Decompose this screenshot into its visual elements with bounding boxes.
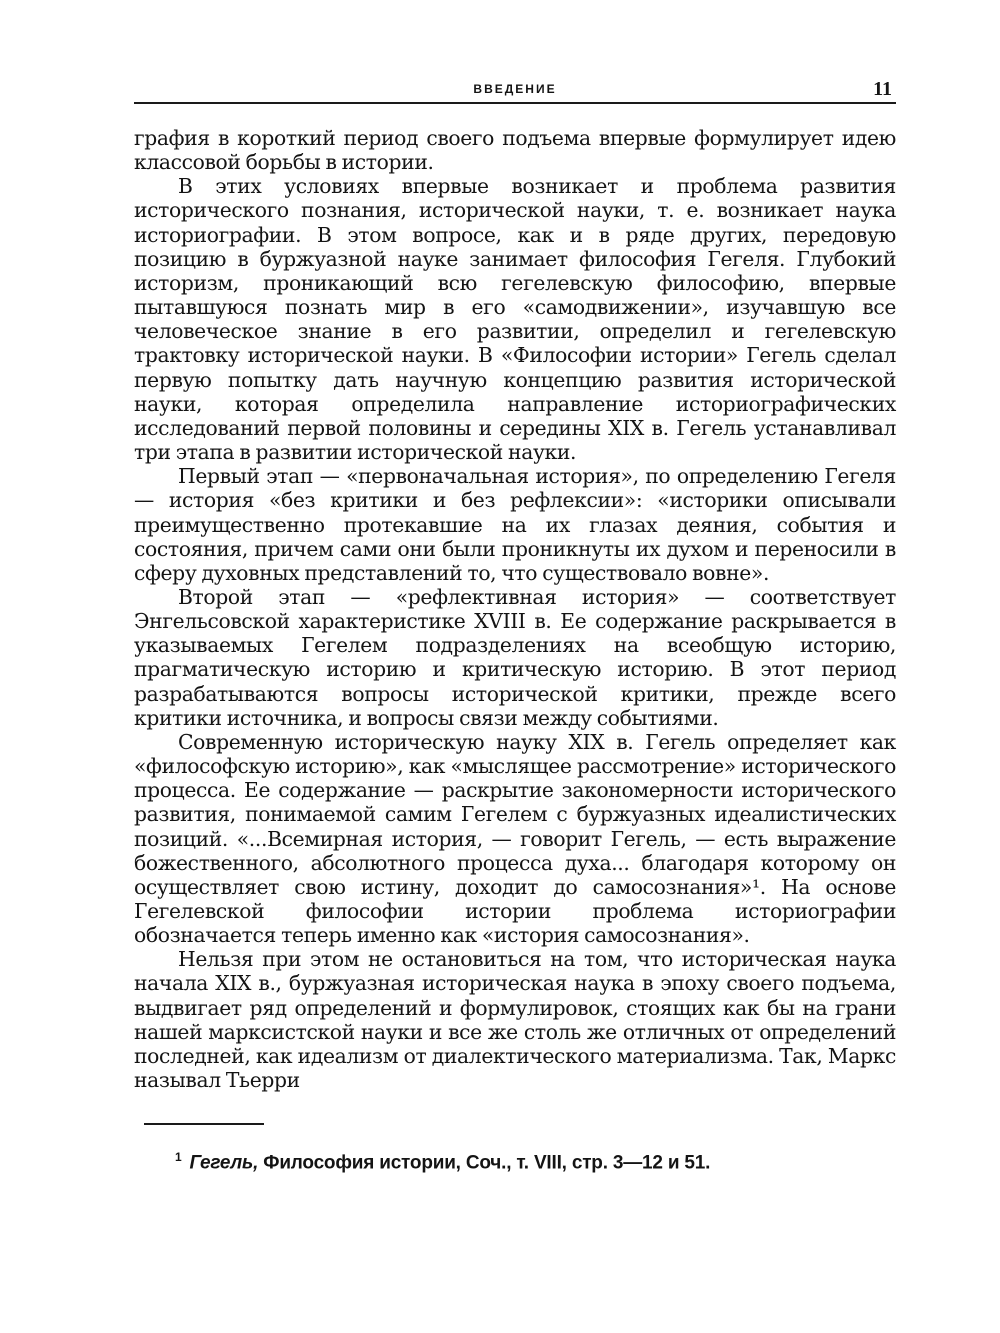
footnote: [175, 1150, 896, 1174]
paragraph-nineteenth-century: Нельзя при этом не остановиться на том, что историческая наука начала XIX в., буржуазная историческая наука в эпоху своего подъема, выдвигает ряд определений и формулировок, стоящих как бы на грани нашей марксистской науки и все же столь же отличных от определений последней, как идеализм от диалектического материализма. Так, Маркс называл Тьерри: [134, 947, 896, 1093]
header-rule: [134, 102, 896, 104]
footnote-rule: [144, 1123, 264, 1125]
footnote-marker: 1: [175, 1150, 182, 1165]
paragraph-modern-science: Современную историческую науку XIX в. Гегель определяет как «философскую историю», как «мыслящее рассмотрение» исторического процесса. Ее содержание — раскрытие закономерности исторического развития, понимаемой самим Гегелем с буржуазных идеалистических позиций. «...Всемирная история, — говорит Гегель, — есть выражение божественного, абсолютного процесса духа... благодаря которому он осуществляет свою истину, доходит до самосознания»¹. На основе Гегелевской философии истории проблема историографии обозначается теперь именно как «история самосознания».: [134, 729, 896, 948]
paragraph-first-stage: Первый этап — «первоначальная история», по определению Гегеля — история «без критики и без рефлексии»: «историки описывали преимущественно протекавшие на их глазах деяния, события и состояния, причем сами они были проникнуты их духом и переносили в сферу духовных представлений то, что существовало вовне».: [134, 464, 896, 585]
page-header: [134, 78, 896, 102]
footnote-author: Гегель,: [189, 1152, 259, 1174]
book-page: [134, 78, 896, 1175]
paragraph-historiography: В этих условиях впервые возникает и проблема развития исторического познания, исторической науки, т. е. возникает наука историографии. В этом вопросе, как и в ряде других, передовую позицию в буржуазной науке занимает философия Гегеля. Глубокий историзм, проникающий всю гегелевскую философию, впервые пытавшуюся познать мир в его «самодвижении», изучавшую все человеческое знание в его развитии, определил и гегелевскую трактовку исторической науки. В «Философии истории» Гегель сделал первую попытку дать научную концепцию развития исторической науки, которая определила направление историографических исследований первой половины и середины XIX в. Гегель устанавливал три этапа в развитии исторической науки.: [134, 174, 896, 465]
paragraph-second-stage: Второй этап — «рефлективная история» — соответствует Энгельсовской характеристике XVIII в. Ее содержание раскрывается в указываемых Гегелем подразделениях на всеобщую историю, прагматическую историю и критическую историю. В этот период разрабатываются вопросы исторической критики, прежде всего критики источника, и вопросы связи между событиями.: [134, 584, 896, 730]
page-number: 11: [873, 78, 892, 100]
paragraph-continuation: графия в короткий период своего подъема впервые формулирует идею классовой борьбы в истории.: [134, 126, 896, 175]
body-text: [134, 126, 896, 1092]
running-head: ВВЕДЕНИЕ: [473, 82, 557, 96]
footnote-text: Философия истории, Соч., т. VIII, стр. 3—12 и 51.: [258, 1152, 711, 1174]
